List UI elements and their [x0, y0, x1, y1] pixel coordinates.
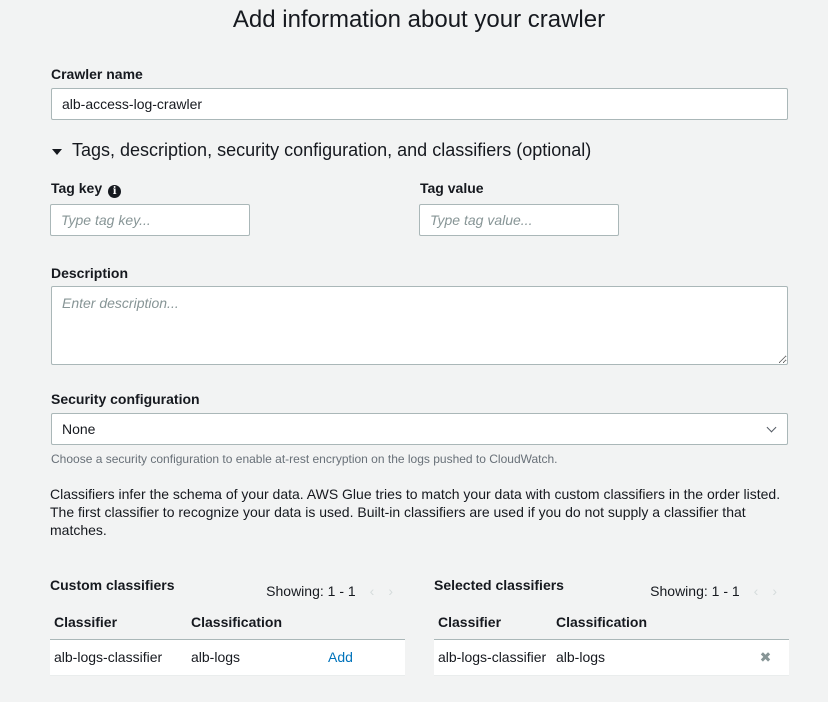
optional-section-toggle[interactable]	[52, 140, 591, 161]
classification-cell: alb-logs	[552, 639, 742, 675]
selected-classifiers-title: Selected classifiers	[434, 577, 564, 593]
tag-value-input[interactable]	[419, 204, 619, 236]
custom-showing-text: Showing: 1 - 1	[266, 583, 356, 599]
chevron-down-icon	[767, 422, 777, 432]
crawler-name-input[interactable]	[51, 88, 788, 120]
selected-classifiers-pagination	[650, 583, 777, 599]
next-page-icon[interactable]: ›	[388, 583, 393, 599]
selected-showing-text: Showing: 1 - 1	[650, 583, 740, 599]
info-icon[interactable]: i	[108, 185, 121, 198]
classifier-cell: alb-logs-classifier	[50, 639, 187, 675]
tag-key-label-row	[51, 180, 121, 198]
selected-classifiers-panel	[434, 577, 789, 679]
column-header-classifier[interactable]: Classifier	[50, 605, 187, 639]
custom-classifiers-pagination	[266, 583, 393, 599]
security-config-label: Security configuration	[51, 391, 200, 407]
classification-cell: alb-logs	[187, 639, 324, 675]
remove-icon[interactable]: ✖	[759, 648, 772, 665]
column-header-classification[interactable]: Classification	[552, 605, 742, 639]
tag-key-label: Tag key	[51, 180, 103, 196]
tag-value-label: Tag value	[420, 180, 484, 196]
prev-page-icon[interactable]: ‹	[369, 583, 375, 599]
prev-page-icon[interactable]: ‹	[753, 583, 759, 599]
action-cell	[742, 639, 789, 675]
column-header-classification[interactable]: Classification	[187, 605, 324, 639]
classifier-cell: alb-logs-classifier	[434, 639, 552, 675]
security-config-hint: Choose a security configuration to enable at-rest encryption on the logs pushed to CloudWatch.	[51, 452, 558, 466]
custom-classifiers-table	[50, 605, 405, 676]
custom-classifiers-panel	[50, 577, 405, 679]
table-row	[50, 639, 405, 675]
security-config-value: None	[62, 421, 96, 437]
page-title: Add information about your crawler	[232, 6, 606, 33]
add-classifier-link[interactable]: Add	[328, 649, 353, 665]
column-header-action	[324, 605, 405, 639]
description-textarea[interactable]	[51, 286, 788, 365]
column-header-classifier[interactable]: Classifier	[434, 605, 552, 639]
caret-down-icon	[52, 149, 62, 155]
crawler-name-label: Crawler name	[51, 66, 143, 82]
security-config-select[interactable]	[51, 413, 788, 445]
selected-classifiers-table	[434, 605, 789, 676]
description-label: Description	[51, 265, 129, 281]
custom-classifiers-title: Custom classifiers	[50, 577, 175, 593]
action-cell	[324, 639, 405, 675]
classifiers-info-text: Classifiers infer the schema of your data. AWS Glue tries to match your data with custom classifiers in the order listed. The first classifier to recognize your data is used. Built-in classifiers are used if you do not supply a classifier that matches.	[50, 486, 781, 538]
optional-section-label: Tags, description, security configuration, and classifiers (optional)	[72, 140, 592, 160]
tag-key-input[interactable]	[50, 204, 250, 236]
column-header-action	[742, 605, 789, 639]
next-page-icon[interactable]: ›	[772, 583, 777, 599]
table-row	[434, 639, 789, 675]
